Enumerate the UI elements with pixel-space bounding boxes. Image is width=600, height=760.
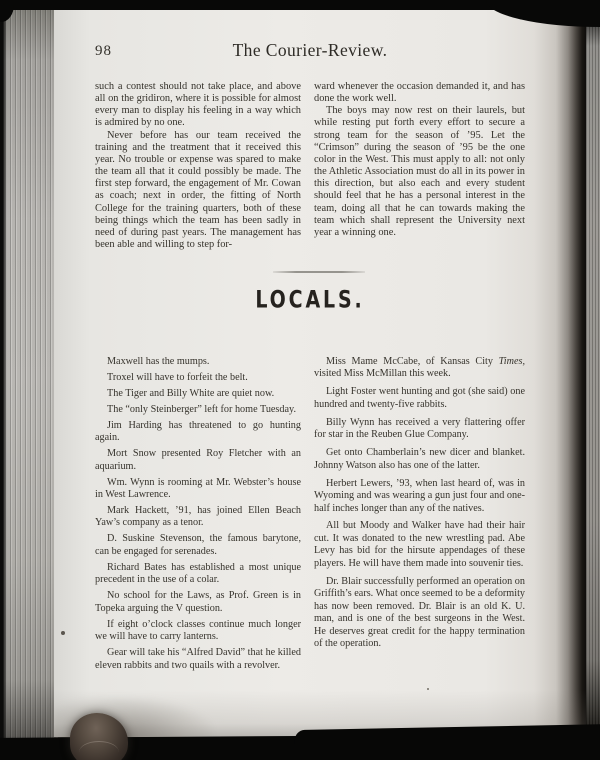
locals-item: All but Moody and Walker have had their hair cut. It was donated to the new wrestling pad. Abe Levy has bid for the hirsute appendages of these players. He will have them made into souvenir ties. [314, 520, 525, 569]
locals-item: D. Suskine Stevenson, the famous barytone, can be engaged for serenades. [95, 533, 301, 557]
article-paragraph: such a contest should not take place, and above all on the gridiron, where it is possible for almost every man to display his feeling in a way which is admired by no one. [95, 81, 301, 129]
locals-item-text: visited Miss McMillan this week. [314, 368, 451, 380]
article-paragraph: Never before has our team received the training and the treatment that it received this year. No trouble or expense was spared to make the team all that it could possibly be made. The first step forward, the engagement of Mr. Cowan as coach; next in order, the fitting of North College for the training quarters, both of these being things which the team has been sadly in need of during past years. The management has been able and willing to step for- [95, 129, 301, 251]
locals-item: Light Foster went hunting and got (she said) one hundred and twenty-five rabbits. [314, 386, 525, 410]
locals-item: If eight o’clock classes continue much longer we will have to carry lanterns. [95, 618, 301, 643]
locals-item: Jim Harding has threatened to go hunting again. [95, 419, 301, 444]
divider-rule [273, 271, 365, 273]
locals-item [314, 356, 525, 381]
locals-section-heading: LOCALS. [255, 284, 365, 314]
locals-item: The Tiger and Billy White are quiet now. [107, 387, 275, 399]
locals-item: Richard Bates has established a most unique precedent in the use of a colar. [95, 561, 301, 586]
locals-item-italic: Times, [498, 356, 525, 367]
masthead [95, 40, 525, 62]
scan-speck [427, 688, 429, 690]
book-fore-edge [0, 0, 58, 760]
locals-item-text: Miss Mame McCabe, of Kansas City [326, 356, 499, 367]
facing-page-edge [586, 0, 600, 760]
locals-column-right [314, 356, 525, 656]
locals-item: Wm. Wynn is rooming at Mr. Webster’s house in West Lawrence. [95, 476, 301, 501]
section-divider [95, 271, 525, 273]
locals-column-left [95, 356, 301, 675]
article-column-right [314, 81, 525, 239]
locals-item: Billy Wynn has received a very flattering offer for star in the Reuben Glue Company. [314, 416, 525, 441]
scan-speck [61, 631, 65, 635]
locals-item: Dr. Blair successfully performed an operation on Griffith’s ears. What once seemed to be a deformity has now been removed. Dr. Blair is an old K. U. man, and is one of the best surgeons in the West. He deserves great credit for the happy termination of the operation. [314, 575, 525, 650]
page-content [95, 40, 525, 671]
locals-item: Mark Hackett, ’91, has joined Ellen Beach Yaw’s company as a tenor. [95, 505, 301, 529]
locals-item: Troxel will have to forfeit the belt. [107, 371, 248, 383]
publication-title: The Courier-Review. [232, 40, 388, 60]
locals-item: The “only Steinberger” left for home Tuesday. [107, 403, 296, 415]
locals-item: Mort Snow presented Roy Fletcher with an aquarium. [95, 448, 301, 472]
page-number: 98 [95, 43, 112, 59]
locals-item: Herbert Lewers, ’93, when last heard of, was in Wyoming and was wearing a gun just four and one-half inches longer than any of the natives. [314, 477, 525, 514]
locals-item: Maxwell has the mumps. [107, 356, 210, 367]
locals-item: Gear will take his “Alfred David” that he killed eleven rabbits and two quails with a revolver. [95, 647, 301, 671]
locals-item: No school for the Laws, as Prof. Green is in Topeka arguing the V question. [95, 590, 301, 614]
article-column-left [95, 81, 301, 251]
locals-item: Get onto Chamberlain’s new dicer and blanket. Johnny Watson also has one of the latter. [314, 447, 525, 471]
article-paragraph: ward whenever the occasion demanded it, and has done the work well. [314, 81, 525, 105]
article-paragraph: The boys may now rest on their laurels, but while resting put forth every effort to secure a strong team for the season of ’95. Let the “Crimson” during the season of ’95 be the one color in the West. This must apply to all: not only the Athletic Association must do all in its power in this direction, but also each and every student should feel that he has a personal interest in the team, doing all that he can towards making the team which shall represent the University next year a winning one. [314, 105, 525, 238]
